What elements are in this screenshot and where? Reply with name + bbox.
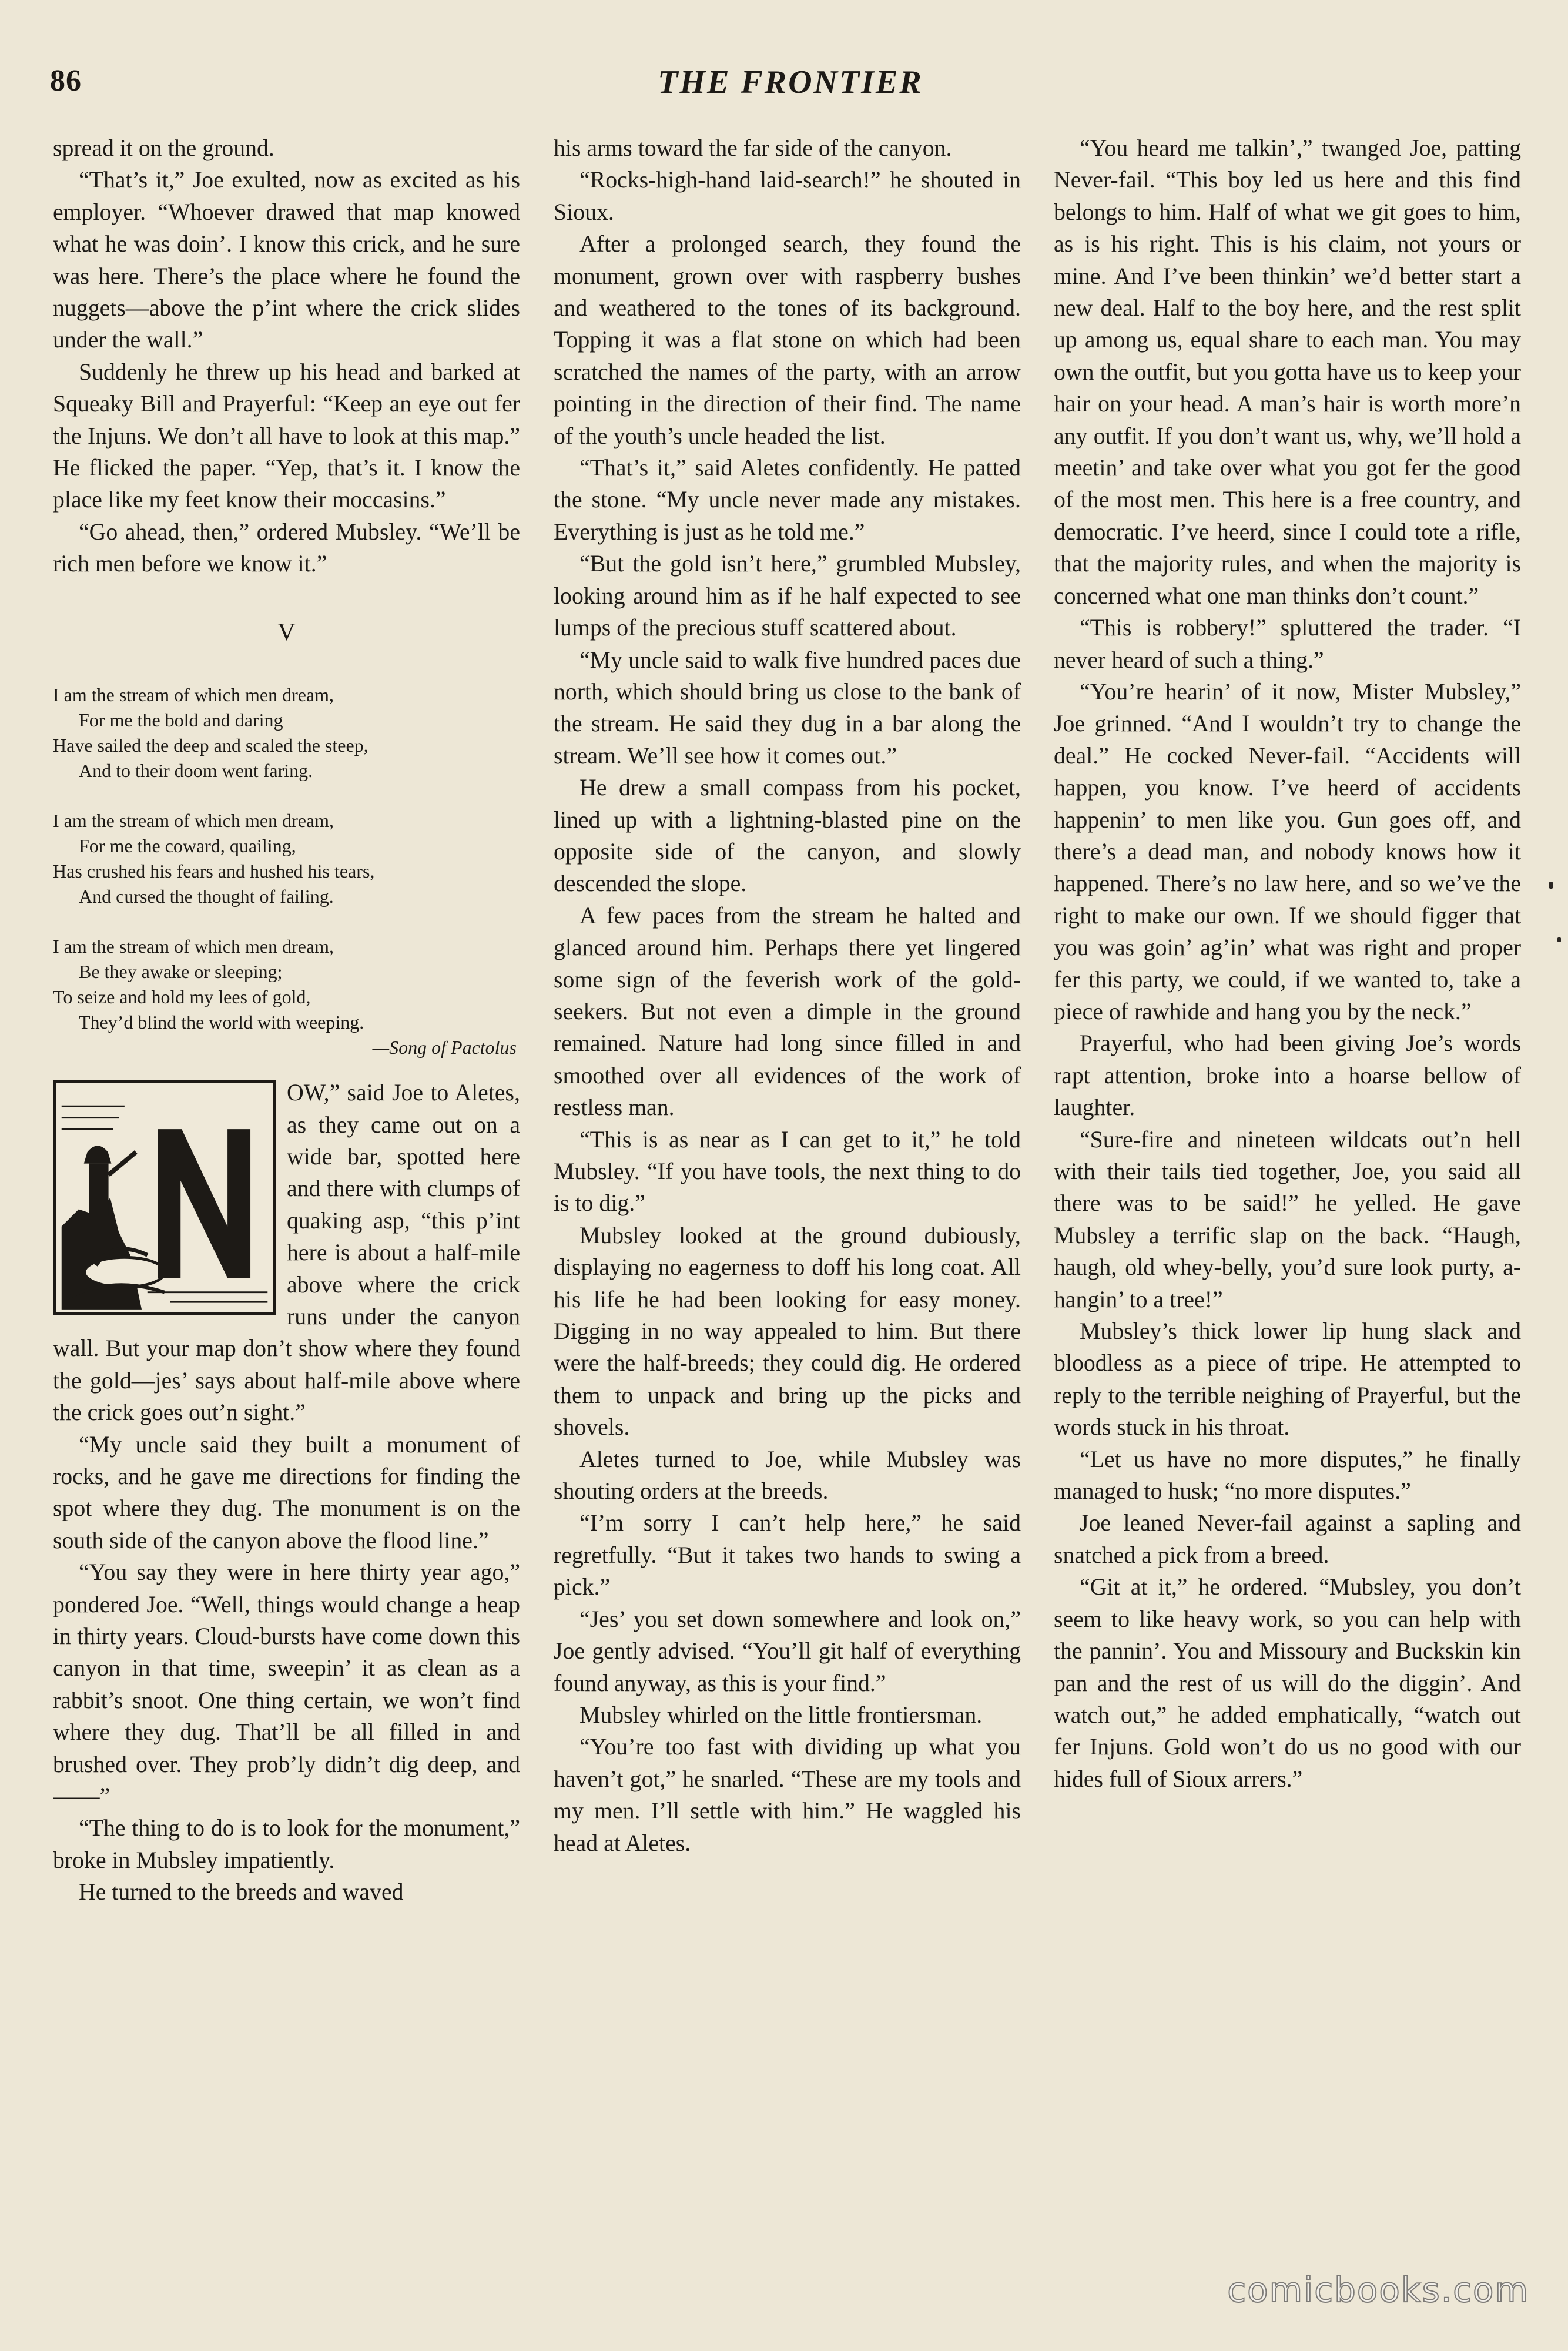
paragraph: Prayerful, who had been giving Joe’s words rapt attention, broke into a hoarse bellow of laughter. bbox=[1054, 1030, 1521, 1121]
paragraph: “Git at it,” he ordered. “Mubsley, you don’t seem to like heavy work, so you can help with the pannin’. You and Missoury and Buckskin kin pan and the rest of us will do the diggin’. And watch out,” he added emphatically, “watch out fer Injuns. Gold won’t do us no good with our hides full of Sioux arrers.” bbox=[1054, 1574, 1521, 1792]
paragraph: “I’m sorry I can’t help here,” he said regretfully. “But it takes two hands to swing a pick.” bbox=[554, 1510, 1021, 1600]
paragraph: “You’re hearin’ of it now, Mister Mubsley,” Joe grinned. “And I wouldn’t try to change the deal.” He cocked Never-fail. “Accidents will happen, you know. I’ve heerd of accidents happenin’ to men like you. Gun goes off, and there’s a dead man, and nobody knows how it happened. There’s no law here, and so we’ve the right to make our own. If we should figger that you was goin’ ag’in’ what was right and proper fer this party, we could, if we wanted to, take a piece of rawhide and hang you by the neck.” bbox=[1054, 678, 1521, 1024]
poem-line: To seize and hold my lees of gold, bbox=[53, 986, 311, 1008]
column-1-paragraphs-after bbox=[53, 1429, 520, 1908]
paragraph: “That’s it,” Joe exulted, now as excited as his employer. “Whoever drawed that map knowed what he was doin’. I know this crick, and he sure was here. There’s the place where he found the nuggets—above the p’int where the crick slides under the wall.” bbox=[53, 167, 520, 353]
running-title: THE FRONTIER bbox=[658, 64, 923, 101]
paragraph: “You’re too fast with dividing up what you haven’t got,” he snarled. “These are my tools and my men. I’ll settle with him.” He waggled his head at Aletes. bbox=[554, 1734, 1021, 1856]
print-speck bbox=[1549, 882, 1553, 889]
paragraph: After a prolonged search, they found the monument, grown over with raspberry bushes and weathered to the tones of its background. Topping it was a flat stone on which had been scratched the names of the party, with an arrow pointing in the direction of their find. The name of the youth’s uncle headed the list. bbox=[554, 231, 1021, 449]
column-1-paragraphs bbox=[53, 132, 520, 580]
paragraph: He drew a small compass from his pocket, lined up with a lightning-blasted pine on the opposite side of the canyon, and slowly descended the slope. bbox=[554, 775, 1021, 897]
paragraph: “This is as near as I can get to it,” he told Mubsley. “If you have tools, the next thing to do is to dig.” bbox=[554, 1126, 1021, 1217]
print-speck bbox=[1557, 937, 1561, 942]
poem-line: For me the bold and daring bbox=[79, 709, 283, 731]
poem-line: For me the coward, quailing, bbox=[79, 835, 296, 857]
paragraph: He turned to the breeds and waved bbox=[79, 1879, 404, 1905]
page-number: 86 bbox=[50, 64, 82, 98]
poem-stanza bbox=[53, 808, 520, 909]
paragraph: “That’s it,” said Aletes confidently. He patted the stone. “My uncle never made any mistakes. Everything is just as he told me.” bbox=[554, 455, 1021, 545]
poem-line: And to their doom went faring. bbox=[79, 760, 313, 782]
poem-line: And cursed the thought of failing. bbox=[79, 886, 334, 907]
paragraph: “The thing to do is to look for the monument,” broke in Mubsley impatiently. bbox=[53, 1815, 520, 1873]
paragraph: “You heard me talkin’,” twanged Joe, patting Never-fail. “This boy led us here and this find belongs to him. Half of what we git goes to him, as is his right. This is his claim, not yours or mine. And I’ve been thinkin’ we’d better start a new deal. Half to the boy here, and the rest split up among us, equal share to each man. You may own the outfit, but you gotta have us to keep your hair on your head. A man’s hair is worth more’n any outfit. If you don’t want us, why, we’ll hold a meetin’ and take over what you got fer the good of the most men. This here is a free country, and democratic. I’ve heerd, since I could tote a rifle, that the majority rules, and when the majority is concerned what one man thinks don’t count.” bbox=[1054, 135, 1521, 609]
poem-line: Be they awake or sleeping; bbox=[79, 961, 283, 983]
paragraph: “Jes’ you set down somewhere and look on,” Joe gently advised. “You’ll git half of everything found anyway, as this is your find.” bbox=[554, 1606, 1021, 1696]
poem-line: I am the stream of which men dream, bbox=[53, 810, 334, 832]
dropcap-illustration-icon bbox=[56, 1083, 273, 1312]
watermark: comicbooks.com bbox=[1227, 2270, 1529, 2310]
paragraph: Mubsley whirled on the little frontiersman. bbox=[579, 1702, 983, 1728]
paragraph: “My uncle said they built a monument of rocks, and he gave me directions for finding the spot where they dug. The monument is on the south side of the canyon above the flood line.” bbox=[53, 1431, 520, 1553]
paragraph: “You say they were in here thirty year ago,” pondered Joe. “Well, things would change a heap in thirty years. Cloud-bursts have come down this canyon in that time, sweepin’ it as clean as a rabbit’s snoot. One thing certain, we won’t find where they dug. That’ll be all filled in and brushed over. They prob’ly didn’t dig deep, and——” bbox=[53, 1559, 520, 1810]
paragraph: “But the gold isn’t here,” grumbled Mubsley, looking around him as if he half expected to see lumps of the precious stuff scattered about. bbox=[554, 551, 1021, 641]
paragraph: Mubsley’s thick lower lip hung slack and bloodless as a piece of tripe. He attempted to reply to the terrible neighing of Prayerful, but the words stuck in his throat. bbox=[1054, 1318, 1521, 1441]
paragraph: A few paces from the stream he halted and glanced around him. Perhaps there yet lingered some sign of the feverish work of the gold-seekers. But not even a dimple in the ground remained. Nature had long since filled in and smoothed over all evidences of the work of restless man. bbox=[554, 902, 1021, 1121]
chapter-opening bbox=[53, 1077, 520, 1428]
epigraph-poem bbox=[53, 682, 520, 1035]
paragraph: “Go ahead, then,” ordered Mubsley. “We’ll be rich men before we know it.” bbox=[53, 518, 520, 577]
paragraph: Aletes turned to Joe, while Mubsley was shouting orders at the breeds. bbox=[554, 1446, 1021, 1505]
paragraph: Mubsley looked at the ground dubiously, displaying no eagerness to doff his long coat. All his life he had been looking for easy money. Digging in no way appealed to him. But there were the half-breeds; they could dig. He ordered them to unpack and bring up the picks and shovels. bbox=[554, 1222, 1021, 1441]
paragraph: “This is robbery!” spluttered the trader. “I never heard of such a thing.” bbox=[1054, 615, 1521, 673]
dropcap-paragraph-text: OW,” said Joe to Aletes, as they came out on a wide bar, spotted here and there with clumps of quaking asp, “this p’int here is about a half-mile above where the crick runs under the canyon wall. But your map don’t show where they found the gold—jes’ says about half-mile above where the crick goes out’n sight.” bbox=[53, 1080, 520, 1426]
paragraph: “Let us have no more disputes,” he finally managed to husk; “no more disputes.” bbox=[1054, 1446, 1521, 1505]
poem-stanza bbox=[53, 682, 520, 783]
paragraph: Joe leaned Never-fail against a sapling and snatched a pick from a breed. bbox=[1054, 1510, 1521, 1568]
poem-line: I am the stream of which men dream, bbox=[53, 684, 334, 706]
poem-line: Has crushed his fears and hushed his tears, bbox=[53, 860, 375, 882]
text-column-2 bbox=[554, 132, 1021, 2254]
page-header bbox=[50, 63, 1531, 105]
section-number: V bbox=[277, 618, 296, 646]
poem-line: I am the stream of which men dream, bbox=[53, 936, 334, 957]
paragraph: “Sure-fire and nineteen wildcats out’n hell with their tails tied together, Joe, you said all there was to be said!” he yelled. He gave Mubsley a terrific slap on the back. “Haugh, haugh, old whey-belly, you’d sure look purty, a-hangin’ to a tree!” bbox=[1054, 1126, 1521, 1312]
paragraph: his arms toward the far side of the canyon. bbox=[554, 135, 952, 161]
poem-line: They’d blind the world with weeping. bbox=[79, 1012, 364, 1033]
text-column-1 bbox=[53, 132, 520, 2254]
poem-source: —Song of Pactolus bbox=[372, 1037, 517, 1059]
paragraph: “My uncle said to walk five hundred paces due north, which should bring us close to the bank of the stream. He said they dug in a bar along the stream. We’ll see how it comes out.” bbox=[554, 647, 1021, 769]
illustrated-dropcap bbox=[53, 1080, 276, 1315]
paragraph: spread it on the ground. bbox=[53, 135, 274, 161]
poem-stanza bbox=[53, 934, 520, 1035]
paragraph: “Rocks-high-hand laid-search!” he shouted in Sioux. bbox=[554, 167, 1021, 225]
text-column-3 bbox=[1054, 132, 1521, 2254]
poem-line: Have sailed the deep and scaled the steep, bbox=[53, 735, 368, 756]
paragraph: Suddenly he threw up his head and barked at Squeaky Bill and Prayerful: “Keep an eye out fer the Injuns. We don’t all have to look at this map.” He flicked the paper. “Yep, that’s it. I know the place like my feet know their moccasins.” bbox=[53, 359, 520, 513]
